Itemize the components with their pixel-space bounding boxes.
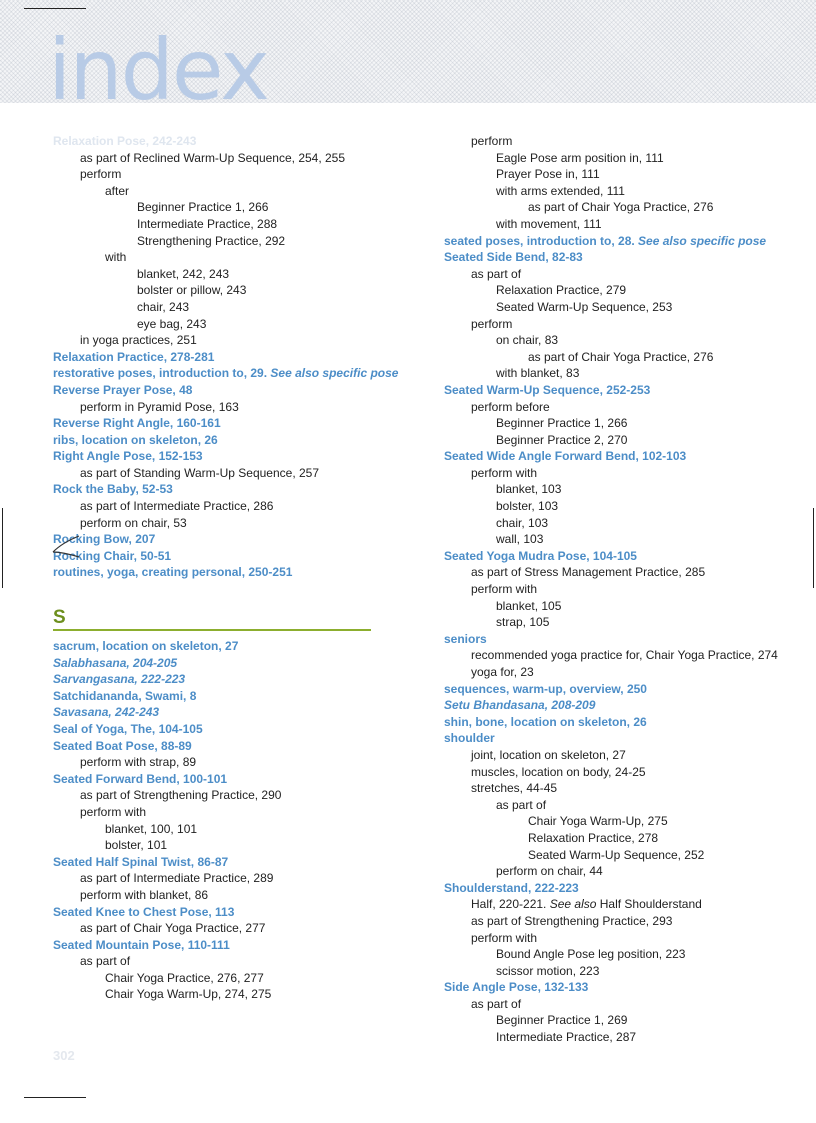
index-subentry: Beginner Practice 2, 270 <box>496 432 628 447</box>
index-subentry: Prayer Pose in, 111 <box>496 167 600 182</box>
index-subentry: as part of <box>80 954 131 969</box>
index-heading <box>444 233 784 250</box>
index-subentry: perform <box>471 134 513 148</box>
index-heading: sequences, warm-up, overview, 250 <box>444 681 647 696</box>
index-subentry: wall, 103 <box>496 532 544 547</box>
left-entries <box>53 133 398 581</box>
index-subentry: as part of Chair Yoga Practice, 276 <box>528 200 714 215</box>
page-title: index <box>48 21 268 119</box>
entry-text-part: See also specific pose <box>638 233 767 248</box>
entry-text-part: restorative poses, introduction to, 29. <box>53 366 271 381</box>
index-heading: Reverse Prayer Pose, 48 <box>53 382 193 397</box>
index-subentry: Seated Warm-Up Sequence, 253 <box>496 299 673 314</box>
crop-mark-left <box>2 508 3 588</box>
index-heading: Savasana, 242-243 <box>53 705 160 720</box>
index-subentry: as part of Intermediate Practice, 286 <box>80 499 274 514</box>
index-subentry: scissor motion, 223 <box>496 963 600 978</box>
index-subentry: Beginner Practice 1, 266 <box>496 416 628 431</box>
index-subentry: muscles, location on body, 24-25 <box>471 764 646 779</box>
letter-section-s <box>53 606 371 631</box>
index-subentry: as part of Reclined Warm-Up Sequence, 254, 255 <box>80 150 346 165</box>
index-subentry: blanket, 100, 101 <box>105 821 198 836</box>
index-subentry: perform with strap, 89 <box>80 755 197 770</box>
index-subentry: blanket, 242, 243 <box>137 266 230 281</box>
index-subentry: blanket, 103 <box>496 482 562 497</box>
index-subentry: perform with blanket, 86 <box>80 887 209 902</box>
index-subentry: as part of Chair Yoga Practice, 276 <box>528 349 714 364</box>
index-heading <box>53 365 398 382</box>
index-heading: Side Angle Pose, 132-133 <box>444 980 589 995</box>
index-heading: Salabhasana, 204-205 <box>53 655 178 670</box>
index-subentry: with arms extended, 111 <box>496 183 625 198</box>
index-subentry: perform on chair, 53 <box>80 515 187 530</box>
index-subentry: with blanket, 83 <box>496 366 580 381</box>
index-heading: Setu Bhandasana, 208-209 <box>444 698 596 713</box>
index-subentry: chair, 243 <box>137 299 190 314</box>
index-heading: Right Angle Pose, 152-153 <box>53 449 203 464</box>
index-heading: Seated Boat Pose, 88-89 <box>53 738 192 753</box>
index-heading: Seated Warm-Up Sequence, 252-253 <box>444 382 651 397</box>
pen-mark-icon <box>51 532 83 560</box>
index-heading: Seated Knee to Chest Pose, 113 <box>53 904 235 919</box>
entry-text-part: Half Shoulderstand <box>596 897 702 912</box>
index-column-right <box>444 133 784 1046</box>
index-subentry: as part of Intermediate Practice, 289 <box>80 871 274 886</box>
index-subentry: joint, location on skeleton, 27 <box>471 747 626 762</box>
index-column-left <box>53 133 398 581</box>
index-heading: Sarvangasana, 222-223 <box>53 672 186 687</box>
index-heading: Rocking Bow, 207 <box>53 532 156 547</box>
index-subentry: as part of Stress Management Practice, 285 <box>471 565 706 580</box>
index-heading: Seated Mountain Pose, 110-111 <box>53 937 230 952</box>
index-subentry: bolster or pillow, 243 <box>137 283 247 298</box>
index-subentry: Relaxation Practice, 278 <box>528 830 659 845</box>
index-subentry: recommended yoga practice for, Chair Yoga Practice, 274 <box>471 648 778 663</box>
index-column-left-s <box>53 638 398 1003</box>
index-subentry: bolster, 103 <box>496 499 559 514</box>
index-subentry: as part of Chair Yoga Practice, 277 <box>80 921 266 936</box>
entry-text-part: See also specific pose <box>270 366 399 381</box>
index-heading: shin, bone, location on skeleton, 26 <box>444 714 647 729</box>
index-subentry: as part of <box>471 996 522 1011</box>
index-heading: Seated Yoga Mudra Pose, 104-105 <box>444 548 637 563</box>
index-subentry: as part of <box>496 797 547 812</box>
index-subentry: Chair Yoga Warm-Up, 275 <box>528 814 668 829</box>
crop-mark-top <box>24 8 86 9</box>
index-heading: Seated Side Bend, 82-83 <box>444 250 583 265</box>
index-subentry: Intermediate Practice, 288 <box>137 216 278 231</box>
index-subentry: Strengthening Practice, 292 <box>137 233 286 248</box>
index-subentry: Relaxation Practice, 279 <box>496 283 627 298</box>
index-subentry <box>444 896 784 913</box>
index-heading: Relaxation Practice, 278-281 <box>53 349 215 364</box>
index-heading: Seal of Yoga, The, 104-105 <box>53 721 203 736</box>
index-subentry: eye bag, 243 <box>137 316 207 331</box>
index-subentry: perform <box>471 316 513 331</box>
index-subentry: on chair, 83 <box>496 333 559 348</box>
index-subentry: perform with <box>471 930 538 945</box>
index-heading: seniors <box>444 631 487 646</box>
index-subentry: Eagle Pose arm position in, 111 <box>496 150 664 165</box>
entry-text-part: Half, 220-221. <box>471 897 550 912</box>
index-subentry: bolster, 101 <box>105 838 168 853</box>
index-subentry: yoga for, 23 <box>471 665 534 679</box>
index-subentry: with <box>105 250 127 265</box>
index-heading: Seated Wide Angle Forward Bend, 102-103 <box>444 449 687 464</box>
index-subentry: in yoga practices, 251 <box>80 333 197 348</box>
crop-mark-right <box>813 508 814 588</box>
index-subentry: perform on chair, 44 <box>496 864 603 879</box>
index-subentry: strap, 105 <box>496 615 550 630</box>
index-subentry: Beginner Practice 1, 269 <box>496 1013 628 1028</box>
entry-text-part: See also <box>549 897 597 912</box>
index-subentry: Chair Yoga Practice, 276, 277 <box>105 970 264 985</box>
index-subentry: chair, 103 <box>496 515 549 530</box>
index-subentry: Bound Angle Pose leg position, 223 <box>496 947 686 962</box>
index-subentry: perform in Pyramid Pose, 163 <box>80 399 239 414</box>
index-subentry: as part of Strengthening Practice, 293 <box>471 913 673 928</box>
index-heading: Rocking Chair, 50-51 <box>53 548 172 563</box>
index-heading: Reverse Right Angle, 160-161 <box>53 416 221 431</box>
index-heading: shoulder <box>444 731 495 746</box>
index-subentry: perform with <box>471 582 538 597</box>
page-number: 302 <box>53 1048 75 1063</box>
index-subentry: with movement, 111 <box>496 216 602 231</box>
section-letter-heading: S <box>53 606 371 631</box>
index-subentry: perform <box>80 167 122 182</box>
index-subentry: Chair Yoga Warm-Up, 274, 275 <box>105 987 272 1002</box>
index-subentry: Beginner Practice 1, 266 <box>137 200 269 215</box>
index-subentry: blanket, 105 <box>496 598 562 613</box>
index-subentry: Seated Warm-Up Sequence, 252 <box>528 847 705 862</box>
index-heading: sacrum, location on skeleton, 27 <box>53 639 239 653</box>
index-heading: Satchidananda, Swami, 8 <box>53 688 197 703</box>
index-heading: Seated Forward Bend, 100-101 <box>53 771 228 786</box>
index-heading: Relaxation Pose, 242-243 <box>53 134 197 148</box>
index-subentry: Intermediate Practice, 287 <box>496 1030 637 1045</box>
index-subentry: after <box>105 183 130 198</box>
crop-mark-bottom <box>24 1097 86 1098</box>
left-s-entries <box>53 638 398 1003</box>
entry-text-part: seated poses, introduction to, 28. <box>444 233 639 248</box>
index-subentry: as part of <box>471 266 522 281</box>
index-heading: ribs, location on skeleton, 26 <box>53 432 218 447</box>
index-subentry: perform with <box>471 465 538 480</box>
index-subentry: as part of Strengthening Practice, 290 <box>80 788 282 803</box>
index-subentry: perform before <box>471 399 550 414</box>
index-heading: routines, yoga, creating personal, 250-251 <box>53 565 293 580</box>
index-subentry: stretches, 44-45 <box>471 781 558 796</box>
index-subentry: perform with <box>80 804 147 819</box>
index-heading: Shoulderstand, 222-223 <box>444 880 579 895</box>
index-heading: Seated Half Spinal Twist, 86-87 <box>53 854 229 869</box>
index-subentry: as part of Standing Warm-Up Sequence, 257 <box>80 465 320 480</box>
right-entries <box>444 133 784 1046</box>
index-heading: Rock the Baby, 52-53 <box>53 482 173 497</box>
